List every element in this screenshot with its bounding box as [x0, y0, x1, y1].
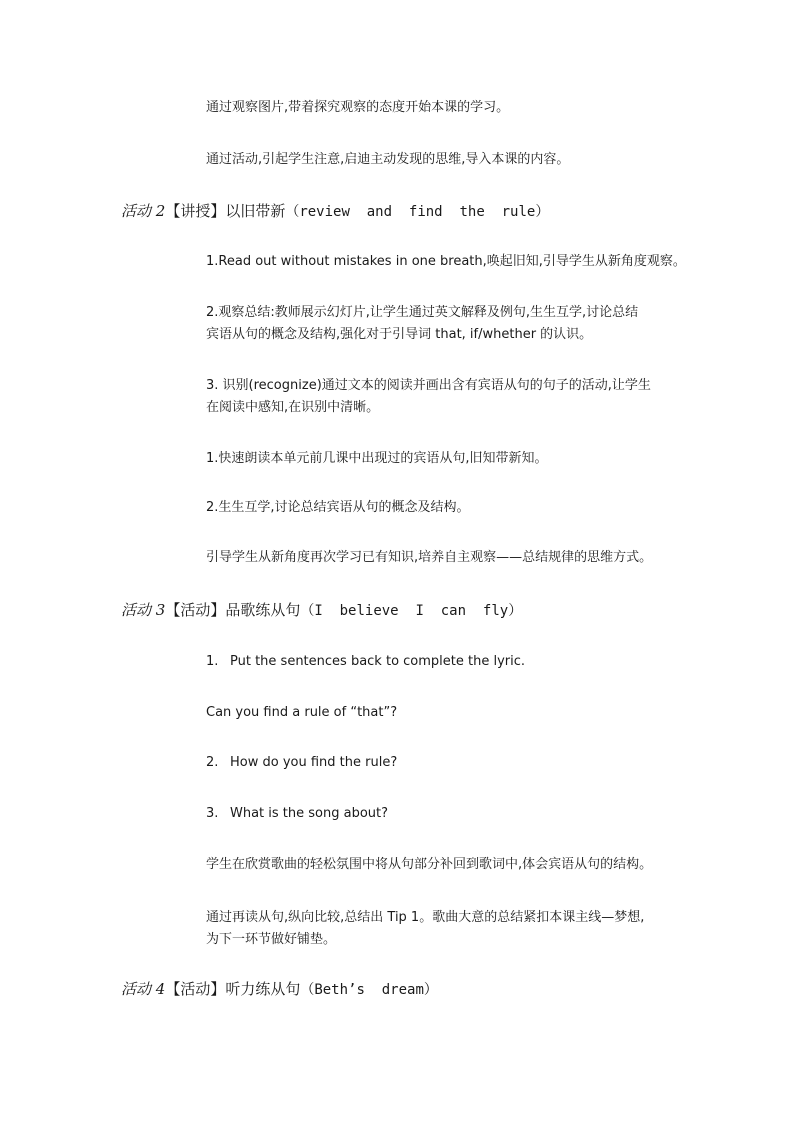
activity-english-title: （Beth’s dream） — [300, 982, 438, 998]
activity-label: 活动 2 — [121, 202, 166, 220]
item-text: What is the song about? — [230, 806, 389, 821]
item-number: 1. — [206, 654, 219, 669]
paragraph: 引导学生从新角度再次学习已有知识,培养自主观察——总结规律的思维方式。 — [206, 550, 653, 565]
activity-heading — [121, 978, 438, 1001]
paragraph: 为下一环节做好铺垫。 — [206, 932, 337, 947]
activity-label: 活动 3 — [121, 601, 166, 619]
question-item — [206, 802, 706, 825]
question-item — [206, 751, 706, 774]
item-text: Put the sentences back to complete the lyric. — [230, 654, 526, 669]
paragraph: 3. 识别(recognize)通过文本的阅读并画出含有宾语从句的句子的活动,让学生 — [206, 378, 651, 393]
paragraph: 通过活动,引起学生注意,启迪主动发现的思维,导入本课的内容。 — [206, 152, 570, 167]
item-number: 2. — [206, 755, 219, 770]
paragraph: 1.Read out without mistakes in one breath,唤起旧知,引导学生从新角度观察。 — [206, 254, 686, 269]
activity-english-title: （review and find the rule） — [285, 204, 550, 220]
activity-label: 活动 4 — [121, 980, 166, 998]
activity-tag: 【活动】听力练从句 — [165, 980, 301, 998]
item-text: How do you find the rule? — [230, 755, 398, 770]
paragraph: 通过再读从句,纵向比较,总结出 Tip 1。歌曲大意的总结紧扣本课主线—梦想, — [206, 910, 645, 925]
item-number: 3. — [206, 806, 219, 821]
paragraph: 宾语从句的概念及结构,强化对于引导词 that, if/whether 的认识。 — [206, 327, 593, 342]
paragraph: 2.生生互学,讨论总结宾语从句的概念及结构。 — [206, 500, 470, 515]
activity-tag: 【活动】品歌练从句 — [165, 601, 301, 619]
paragraph: 在阅读中感知,在识别中清晰。 — [206, 400, 380, 415]
activity-tag: 【讲授】以旧带新 — [165, 202, 286, 220]
activity-heading — [121, 200, 549, 223]
paragraph: 学生在欣赏歌曲的轻松氛围中将从句部分补回到歌词中,体会宾语从句的结构。 — [206, 857, 653, 872]
activity-heading — [121, 599, 522, 622]
question-item: Can you find a rule of “that”? — [206, 705, 398, 720]
question-item — [206, 650, 706, 673]
paragraph: 2.观察总结:教师展示幻灯片,让学生通过英文解释及例句,生生互学,讨论总结 — [206, 305, 639, 320]
paragraph: 1.快速朗读本单元前几课中出现过的宾语从句,旧知带新知。 — [206, 451, 548, 466]
paragraph: 通过观察图片,带着探究观察的态度开始本课的学习。 — [206, 100, 510, 115]
activity-english-title: （I believe I can fly） — [300, 603, 523, 619]
